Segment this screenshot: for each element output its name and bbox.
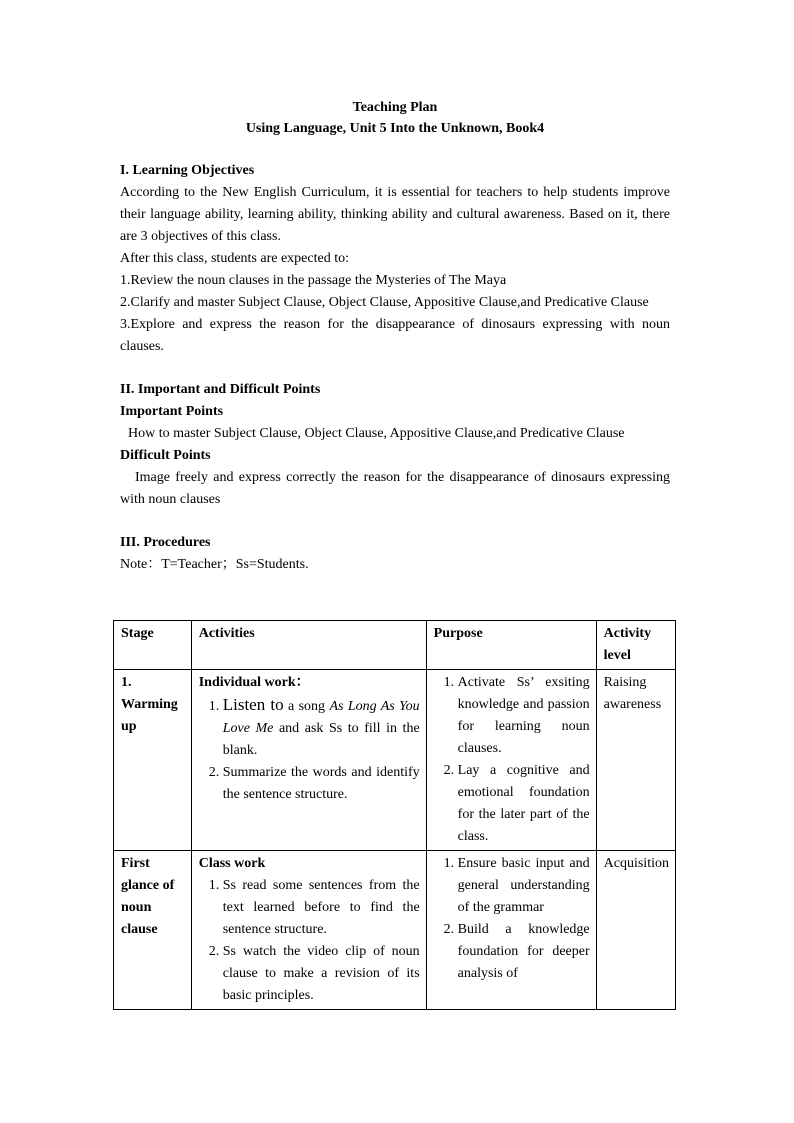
work-type: Individual work： [198,675,310,690]
col-header-purpose: Purpose [426,621,596,670]
activities-cell [191,851,426,1010]
list-item: 1. Activate Ss’ exsiting knowledge and passion for learning noun clauses. [458,672,590,760]
table-header-row [114,621,676,670]
col-header-level: Activity level [596,621,675,670]
col-header-stage: Stage [114,621,192,670]
purpose-list [434,672,590,848]
important-points-heading: Important Points [120,404,224,419]
difficult-points-heading: Difficult Points [120,448,211,463]
work-type: Class work [198,856,266,871]
objectives-intro: According to the New English Curriculum, it is essential for teachers to help students improve their language ability, learning ability, thinking ability and cultural awareness. Based on it, there are 3 objectives of this class. [120,185,670,244]
document-title: Teaching Plan [352,100,438,115]
list-item [223,694,420,762]
procedures-note: Note：T=Teacher；Ss=Students. [120,557,309,572]
activities-cell [191,670,426,851]
document-body [120,97,670,576]
difficult-points-text: Image freely and express correctly the reason for the disappearance of dinosaurs expressing with noun clauses [120,470,670,507]
purpose-cell [426,851,596,1010]
objectives-lead: After this class, students are expected to: [120,251,349,266]
list-item: 2. Ss watch the video clip of noun clause to make a revision of its basic principles. [223,941,420,1007]
list-item: 1. Ss read some sentences from the text learned before to find the sentence structure. [223,875,420,941]
objective-1: 1.Review the noun clauses in the passage the Mysteries of The Maya [120,273,507,288]
table-row [114,851,676,1010]
list-item: 2. Build a knowledge foundation for deeper analysis of [458,919,590,985]
section-objectives-heading: I. Learning Objectives [120,163,255,178]
stage-cell: 1. Warming up [114,670,192,851]
level-cell: Acquisition [596,851,675,1010]
list-item: 2. Lay a cognitive and emotional foundation for the later part of the class. [458,760,590,848]
level-cell: Raising awareness [596,670,675,851]
song-title: As Long As You Love Me [222,699,420,736]
section-procedures-heading: III. Procedures [120,535,211,550]
activity-verb: Listen to [222,695,284,714]
procedures-table [113,620,676,1010]
col-header-activities: Activities [191,621,426,670]
activity-text: a song [283,699,330,714]
purpose-cell [426,670,596,851]
stage-cell: First glance of noun clause [114,851,192,1010]
activities-list [199,875,420,1007]
list-item: 1. Ensure basic input and general understanding of the grammar [458,853,590,919]
section-points-heading: II. Important and Difficult Points [120,382,321,397]
activity-text: and ask Ss to fill in the blank. [222,721,420,758]
objective-3: 3.Explore and express the reason for the disappearance of dinosaurs expressing with noun clauses. [120,317,670,354]
activities-list [199,694,420,806]
table-row [114,670,676,851]
list-item: 2. Summarize the words and identify the sentence structure. [223,762,420,806]
important-points-text: How to master Subject Clause, Object Clause, Appositive Clause,and Predicative Clause [128,426,625,441]
purpose-list [434,853,590,985]
objective-2: 2.Clarify and master Subject Clause, Object Clause, Appositive Clause,and Predicative Clause [120,295,649,310]
document-subtitle: Using Language, Unit 5 Into the Unknown, Book4 [245,121,545,136]
